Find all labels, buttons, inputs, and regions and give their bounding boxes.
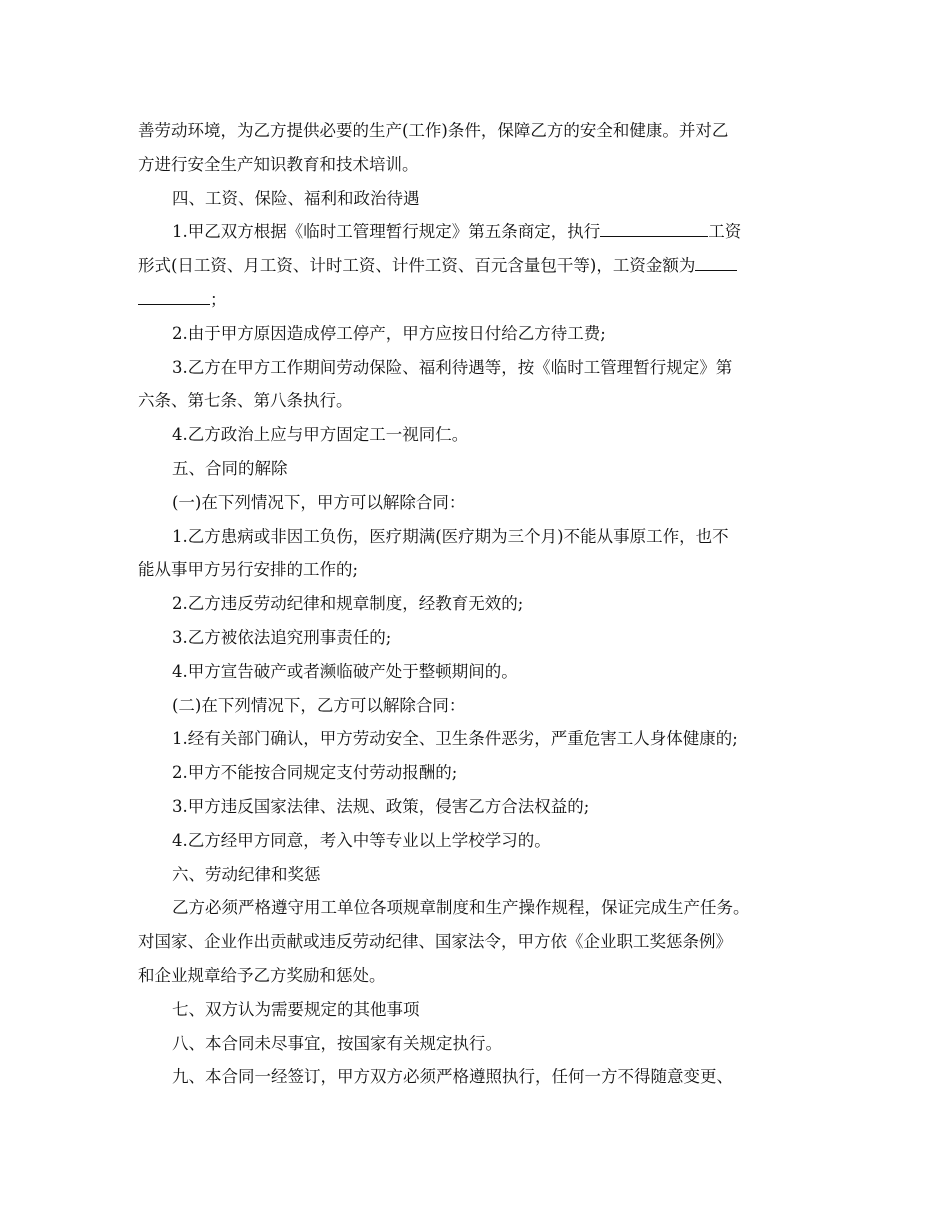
wage-amount-blank bbox=[695, 253, 737, 271]
paragraph-line-wage-form bbox=[138, 215, 818, 249]
wage-amount-end-text: ； bbox=[210, 289, 227, 309]
paragraph-line: 1.乙方患病或非因工负伤，医疗期满(医疗期为三个月)不能从事原工作，也不 bbox=[172, 526, 729, 546]
section-heading-wages: 四、工资、保险、福利和政治待遇 bbox=[172, 188, 420, 208]
paragraph-line: 3.甲方违反国家法律、法规、政策，侵害乙方合法权益的; bbox=[172, 796, 590, 816]
section-heading-discipline: 六、劳动纪律和奖惩 bbox=[172, 864, 321, 884]
paragraph-line: 4.乙方经甲方同意，考入中等专业以上学校学习的。 bbox=[172, 830, 551, 850]
section-heading-execution: 九、本合同一经签订，甲方双方必须严格遵照执行，任何一方不得随意变更、 bbox=[172, 1067, 733, 1087]
paragraph-line-wage-amount-end bbox=[138, 283, 818, 317]
section-heading-termination: 五、合同的解除 bbox=[172, 458, 288, 478]
subsection-heading-party-a: (一)在下列情况下，甲方可以解除合同： bbox=[172, 492, 466, 512]
wage-form-blank bbox=[600, 219, 708, 237]
section-heading-unresolved-matters: 八、本合同未尽事宜，按国家有关规定执行。 bbox=[172, 1033, 502, 1053]
paragraph-line: 1.经有关部门确认，甲方劳动安全、卫生条件恶劣，严重危害工人身体健康的; bbox=[172, 729, 738, 749]
wage-amount-text: 形式(日工资、月工资、计时工资、计件工资、百元含量包干等)，工资金额为 bbox=[138, 256, 696, 276]
paragraph-line: 六条、第七条、第八条执行。 bbox=[138, 391, 353, 411]
paragraph-line: 4.甲方宣告破产或者濒临破产处于整顿期间的。 bbox=[172, 661, 518, 681]
paragraph-line: 2.乙方违反劳动纪律和规章制度，经教育无效的; bbox=[172, 594, 524, 614]
wage-form-text-end: 工资 bbox=[708, 222, 742, 242]
section-heading-other-matters: 七、双方认为需要规定的其他事项 bbox=[172, 999, 420, 1019]
paragraph-line: 乙方必须严格遵守用工单位各项规章制度和生产操作规程，保证完成生产任务。 bbox=[172, 898, 750, 918]
subsection-heading-party-b: (二)在下列情况下，乙方可以解除合同： bbox=[172, 695, 466, 715]
paragraph-line: 2.甲方不能按合同规定支付劳动报酬的; bbox=[172, 763, 458, 783]
paragraph-line: 能从事甲方另行安排的工作的; bbox=[138, 560, 359, 580]
paragraph-line-wage-amount bbox=[138, 249, 818, 283]
contract-text bbox=[138, 114, 818, 1094]
paragraph-line: 方进行安全生产知识教育和技术培训。 bbox=[138, 154, 419, 174]
paragraph-line: 善劳动环境，为乙方提供必要的生产(工作)条件，保障乙方的安全和健康。并对乙 bbox=[138, 121, 729, 140]
paragraph-line: 3.乙方在甲方工作期间劳动保险、福利待遇等，按《临时工管理暂行规定》第 bbox=[172, 357, 733, 377]
wage-form-text: 1.甲乙双方根据《临时工管理暂行规定》第五条商定，执行 bbox=[172, 222, 601, 242]
wage-amount-blank-continued bbox=[138, 287, 210, 305]
paragraph-line: 和企业规章给予乙方奖励和惩处。 bbox=[138, 965, 386, 985]
paragraph-line: 4.乙方政治上应与甲方固定工一视同仁。 bbox=[172, 425, 469, 445]
paragraph-line: 2.由于甲方原因造成停工停产，甲方应按日付给乙方待工费; bbox=[172, 323, 606, 343]
paragraph-line: 对国家、企业作出贡献或违反劳动纪律、国家法令，甲方依《企业职工奖惩条例》 bbox=[138, 932, 732, 952]
paragraph-line: 3.乙方被依法追究刑事责任的; bbox=[172, 627, 392, 647]
